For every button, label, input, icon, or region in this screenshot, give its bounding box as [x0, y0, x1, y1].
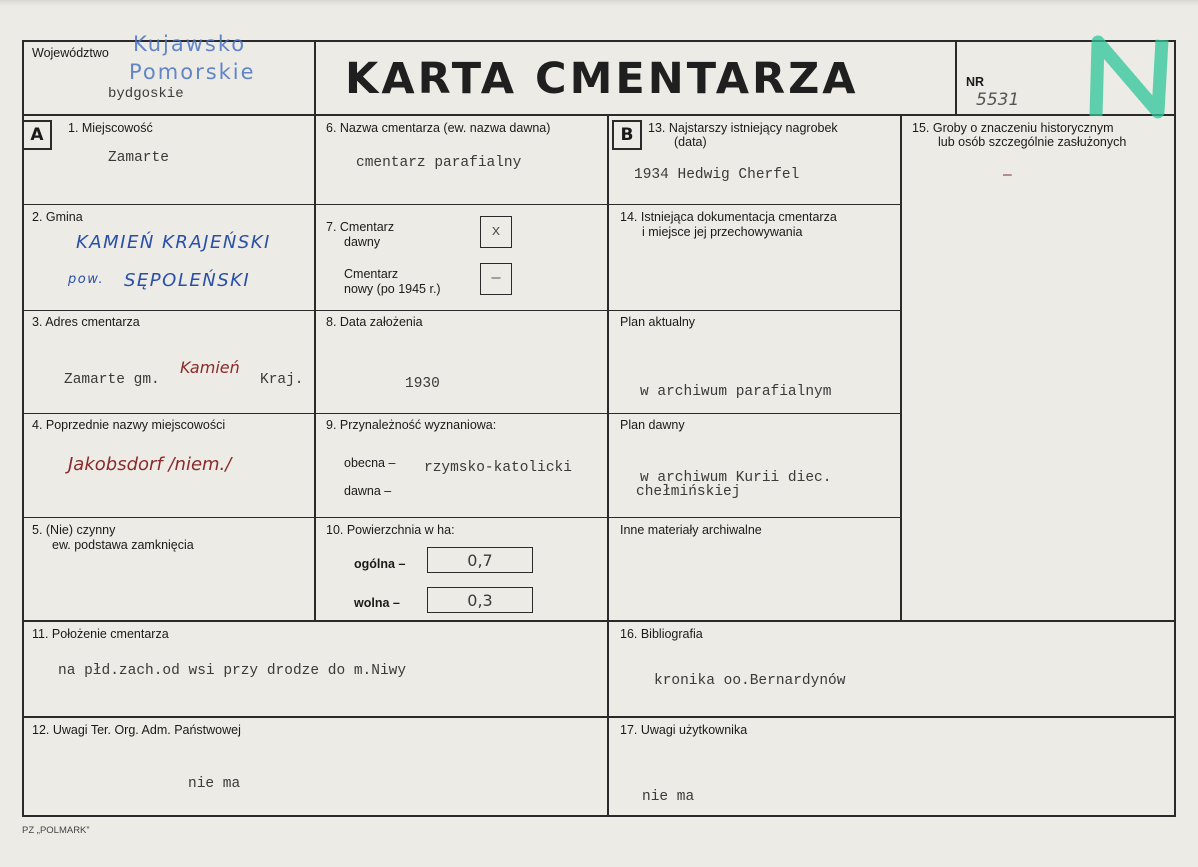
- field-3-value-suffix: Kraj.: [260, 372, 304, 388]
- nr-value: 5531: [976, 90, 1020, 110]
- col-sep-1: [314, 114, 316, 620]
- field-7-label-1: 7. Cmentarz: [326, 220, 395, 234]
- plan-aktualny-value: w archiwum parafialnym: [640, 384, 832, 400]
- field-7-nowy-label-1: Cmentarz: [344, 267, 399, 281]
- row-line: [22, 413, 900, 414]
- header-sep-2: [955, 40, 957, 115]
- field-13-label-2: (data): [674, 135, 707, 149]
- field-13-value: 1934 Hedwig Cherfel: [634, 167, 800, 183]
- lower-divider-2: [22, 716, 1176, 718]
- plan-dawny-label: Plan dawny: [620, 418, 685, 432]
- wojewodztwo-typed: bydgoskie: [108, 86, 184, 102]
- obecna-value: rzymsko-katolicki: [424, 460, 572, 476]
- lower-divider: [22, 620, 1176, 622]
- row-line: [22, 517, 900, 518]
- inne-materialy-label: Inne materiały archiwalne: [620, 523, 762, 537]
- plan-dawny-value-2: chełmińskiej: [636, 484, 741, 500]
- dawna-label: dawna –: [344, 484, 392, 498]
- field-15-label-1: 15. Groby o znaczeniu historycznym: [912, 121, 1114, 135]
- field-8-label: 8. Data założenia: [326, 315, 423, 329]
- col-sep-3: [900, 114, 902, 620]
- field-6-value: cmentarz parafialny: [356, 155, 522, 171]
- field-4-label: 4. Poprzednie nazwy miejscowości: [32, 418, 226, 432]
- wolna-value[interactable]: 0,3: [427, 587, 533, 613]
- obecna-label: obecna –: [344, 456, 396, 470]
- section-b-marker: B: [612, 120, 642, 150]
- field-7-label-2: dawny: [344, 235, 381, 249]
- field-12-value: nie ma: [188, 776, 241, 792]
- field-1-label: 1. Miejscowość: [68, 121, 153, 135]
- field-13-label-1: 13. Najstarszy istniejący nagrobek: [648, 121, 838, 135]
- plan-dawny-value-1: w archiwum Kurii diec.: [640, 470, 832, 486]
- field-5-label-2: ew. podstawa zamknięcia: [52, 538, 194, 552]
- wolna-label: wolna –: [354, 596, 400, 610]
- field-10-label: 10. Powierzchnia w ha:: [326, 523, 455, 537]
- field-17-value: nie ma: [642, 789, 695, 805]
- field-2-value-line-1: KAMIEŃ KRAJEŃSKI: [76, 232, 271, 253]
- header-divider: [22, 114, 1176, 116]
- row-line: [607, 204, 900, 205]
- field-7-nowy-label-2: nowy (po 1945 r.): [344, 282, 441, 296]
- wojewodztwo-label: Województwo: [32, 46, 109, 60]
- field-3-value-prefix: Zamarte gm.: [64, 372, 160, 388]
- field-11-value: na płd.zach.od wsi przy drodze do m.Niwy: [58, 663, 407, 679]
- stamp-line-1: Kujawsko: [133, 32, 247, 56]
- field-8-value: 1930: [405, 376, 440, 392]
- printer-mark: PZ „POLMARK”: [22, 825, 90, 836]
- nowy-checkbox[interactable]: —: [480, 263, 512, 295]
- field-9-label: 9. Przynależność wyznaniowa:: [326, 418, 497, 432]
- ogolna-label: ogólna –: [354, 557, 406, 571]
- field-5-label-1: 5. (Nie) czynny: [32, 523, 116, 537]
- page-title: KARTA CMENTARZA: [345, 54, 859, 104]
- field-1-value: Zamarte: [108, 150, 169, 166]
- plan-aktualny-label: Plan aktualny: [620, 315, 696, 329]
- field-2-value-line-2: SĘPOLEŃSKI: [124, 270, 251, 291]
- row-line: [22, 204, 607, 205]
- field-12-label: 12. Uwagi Ter. Org. Adm. Państwowej: [32, 723, 241, 737]
- field-2-prefix: pow.: [68, 272, 105, 287]
- field-16-value: kronika oo.Bernardynów: [654, 673, 846, 689]
- field-17-label: 17. Uwagi użytkownika: [620, 723, 748, 737]
- stamp-line-2: Pomorskie: [129, 60, 256, 84]
- row-line: [22, 310, 900, 311]
- field-3-label: 3. Adres cmentarza: [32, 315, 140, 329]
- green-n-marker-icon: [1088, 34, 1174, 120]
- dawny-checkbox[interactable]: x: [480, 216, 512, 248]
- field-2-label: 2. Gmina: [32, 210, 83, 224]
- field-15-value: —: [1003, 168, 1012, 184]
- field-14-label-2: i miejsce jej przechowywania: [642, 225, 803, 239]
- field-15-label-2: lub osób szczególnie zasłużonych: [938, 135, 1127, 149]
- col-sep-2: [607, 114, 609, 817]
- field-6-label: 6. Nazwa cmentarza (ew. nazwa dawna): [326, 121, 551, 135]
- ogolna-value[interactable]: 0,7: [427, 547, 533, 573]
- field-11-label: 11. Położenie cmentarza: [32, 627, 169, 641]
- field-14-label-1: 14. Istniejąca dokumentacja cmentarza: [620, 210, 837, 224]
- nr-label: NR: [966, 75, 985, 89]
- header-sep-1: [314, 40, 316, 120]
- field-4-value: Jakobsdorf /niem./: [68, 454, 232, 475]
- field-3-value-hand: Kamień: [180, 358, 240, 377]
- field-16-label: 16. Bibliografia: [620, 627, 703, 641]
- section-a-marker: A: [22, 120, 52, 150]
